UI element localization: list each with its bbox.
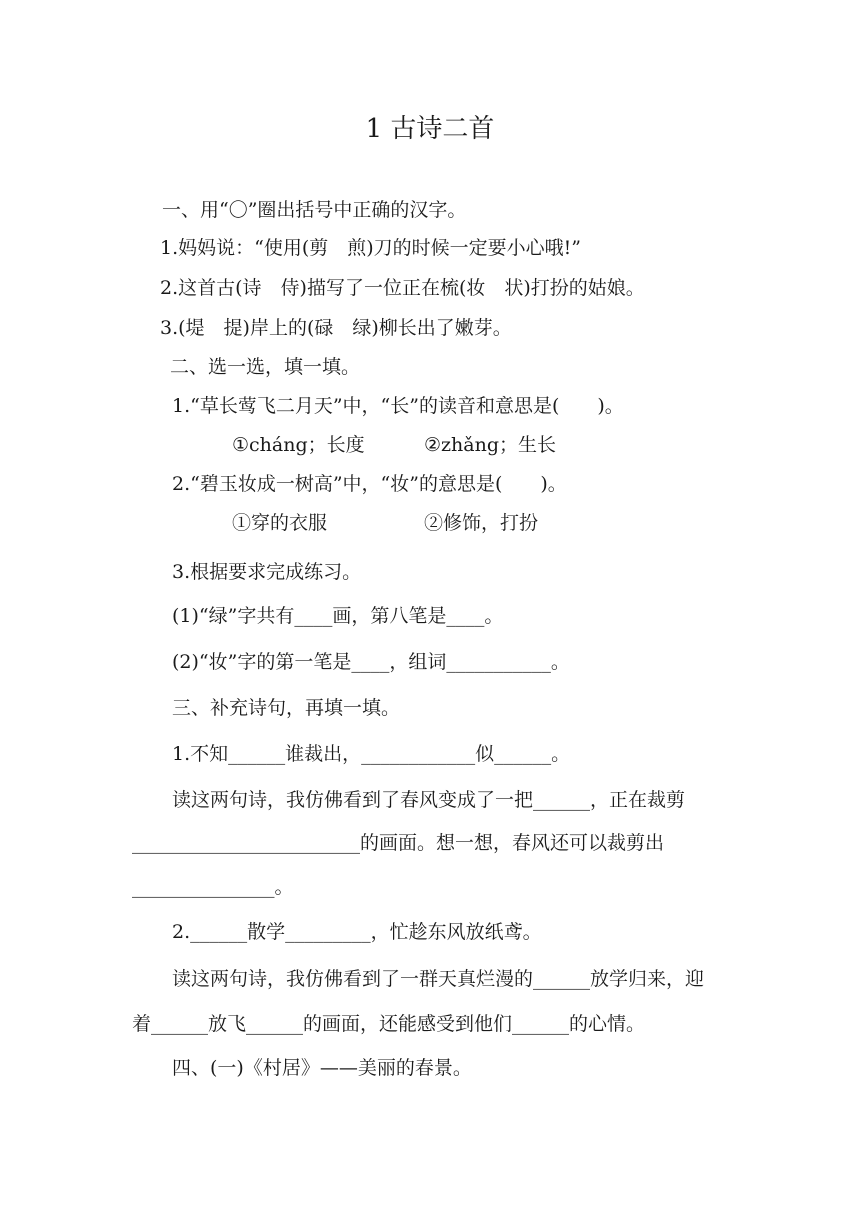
section-2-question-2-option-b: ②修饰，打扮 [424,512,539,534]
section-1-question-3: 3.(堤 提)岸上的(碌 绿)柳长出了嫩芽。 [160,317,512,339]
page-title: 1 古诗二首 [365,114,495,144]
section-1-question-2: 2.这首古(诗 侍)描写了一位正在梳(妆 状)打扮的姑娘。 [160,277,645,299]
section-4-heading: 四、(一)《村居》——美丽的春景。 [172,1057,472,1079]
section-3-paragraph-2-line-1: 读这两句诗，我仿佛看到了一群天真烂漫的______放学归来，迎 [172,968,705,990]
section-3-question-2: 2.______散学_________，忙趁东风放纸鸢。 [172,921,542,943]
section-3-question-1: 1.不知______谁裁出，____________似______。 [172,743,571,765]
section-2-heading: 二、选一选，填一填。 [170,356,361,378]
section-3-paragraph-1-line-2: ________________________的画面。想一想，春风还可以裁剪出 [132,832,665,854]
section-2-question-1-option-a: ①cháng；长度 [232,434,365,456]
section-2-question-3-part-2: (2)“妆”字的第一笔是____，组词___________。 [172,651,570,673]
section-2-question-3: 3.根据要求完成练习。 [172,561,362,583]
section-2-question-1-option-b: ②zhǎng；生长 [424,434,557,456]
section-1-question-1: 1.妈妈说：“使用(剪 煎)刀的时候一定要小心哦!” [160,237,582,259]
section-3-paragraph-1-line-3: _______________。 [132,876,294,898]
section-2-question-2: 2.“碧玉妆成一树高”中，“妆”的意思是( )。 [172,473,567,495]
section-2-question-1: 1.“草长莺飞二月天”中，“长”的读音和意思是( )。 [172,395,624,417]
section-3-heading: 三、补充诗句，再填一填。 [172,697,401,719]
section-3-paragraph-1-line-1: 读这两句诗，我仿佛看到了春风变成了一把______，正在裁剪 [172,789,686,811]
section-2-question-3-part-1: (1)“绿”字共有____画，第八笔是____。 [172,605,504,627]
section-2-question-2-option-a: ①穿的衣服 [232,512,328,534]
section-3-paragraph-2-line-2: 着______放飞______的画面，还能感受到他们______的心情。 [132,1013,646,1035]
section-1-heading: 一、用“〇”圈出括号中正确的汉字。 [162,199,467,221]
